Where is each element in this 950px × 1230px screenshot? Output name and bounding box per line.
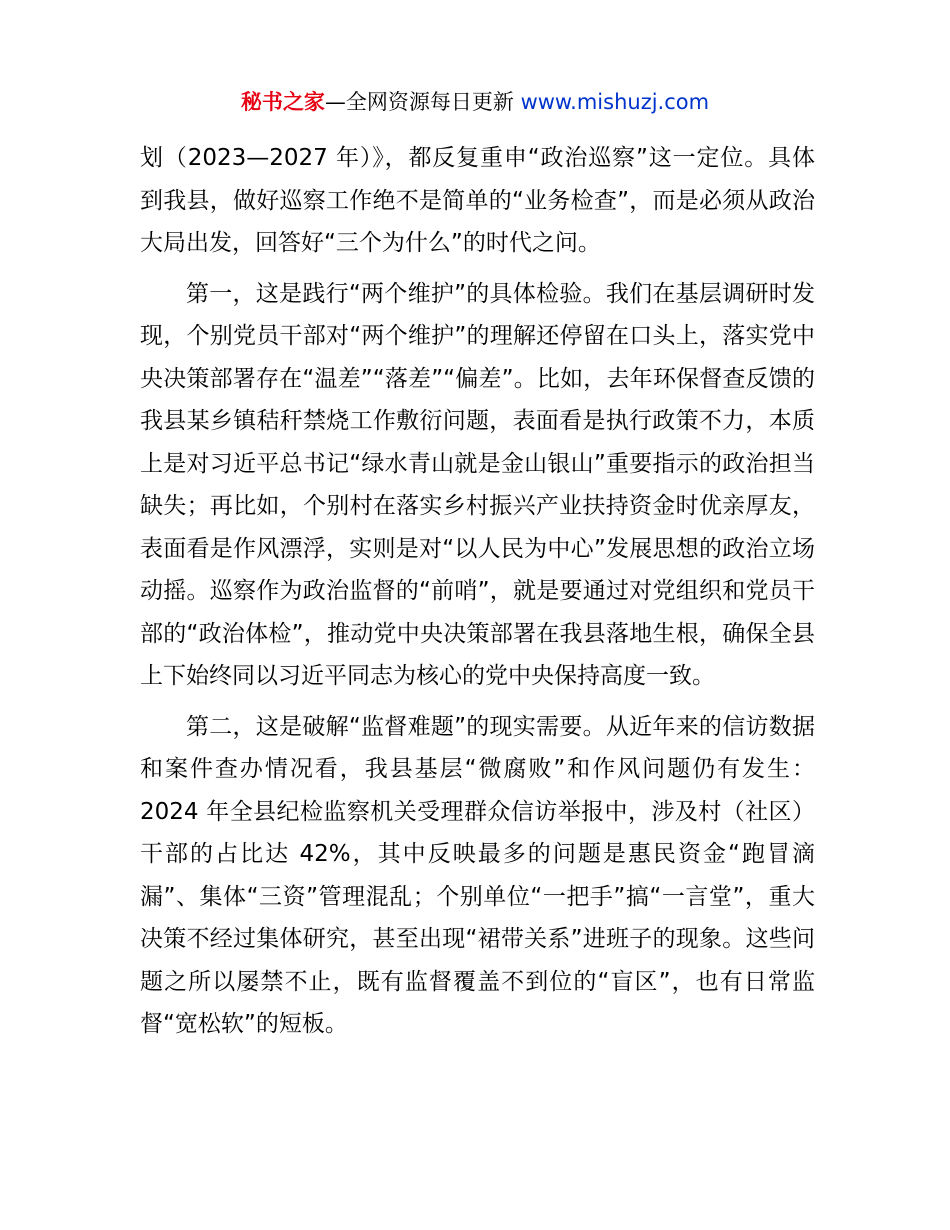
- page-header: [0, 86, 950, 118]
- document-body: [140, 137, 815, 1046]
- paragraph-first-point: 第一，这是践行“两个维护”的具体检验。我们在基层调研时发现，个别党员干部对“两个维护”的理解还停留在口头上，落实党中央决策部署存在“温差”“落差”“偏差”。比如，去年环保督查反馈的我县某乡镇秸秆禁烧工作敷衍问题，表面看是执行政策不力，本质上是对习近平总书记“绿水青山就是金山银山”重要指示的政治担当缺失；再比如，个别村在落实乡村振兴产业扶持资金时优亲厚友，表面看是作风漂浮，实则是对“以人民为中心”发展思想的政治立场动摇。巡察作为政治监督的“前哨”，就是要通过对党组织和党员干部的“政治体检”，推动党中央决策部署在我县落地生根，确保全县上下始终同以习近平同志为核心的党中央保持高度一致。: [140, 280, 815, 689]
- brand-name: 秘书之家: [240, 90, 325, 114]
- header-slogan: —全网资源每日更新: [324, 90, 521, 114]
- paragraph-second-point: 第二，这是破解“监督难题”的现实需要。从近年来的信访数据和案件查办情况看，我县基层“微腐败”和作风问题仍有发生：2024 年全县纪检监察机关受理群众信访举报中，涉及村（社区）干部的占比达 42%，其中反映最多的问题是惠民资金“跑冒滴漏”、集体“三资”管理混乱；个别单位“一把手”搞“一言堂”，重大决策不经过集体研究，甚至出现“裙带关系”进班子的现象。这些问题之所以屡禁不止，既有监督覆盖不到位的“盲区”，也有日常监督“宽松软”的短板。: [140, 713, 815, 1037]
- paragraph-continued: 划（2023—2027 年）》，都反复重申“政治巡察”这一定位。具体到我县，做好巡察工作绝不是简单的“业务检查”，而是必须从政治大局出发，回答好“三个为什么”的时代之问。: [140, 145, 815, 256]
- site-url-link[interactable]: www.mishuzj.com: [520, 90, 710, 114]
